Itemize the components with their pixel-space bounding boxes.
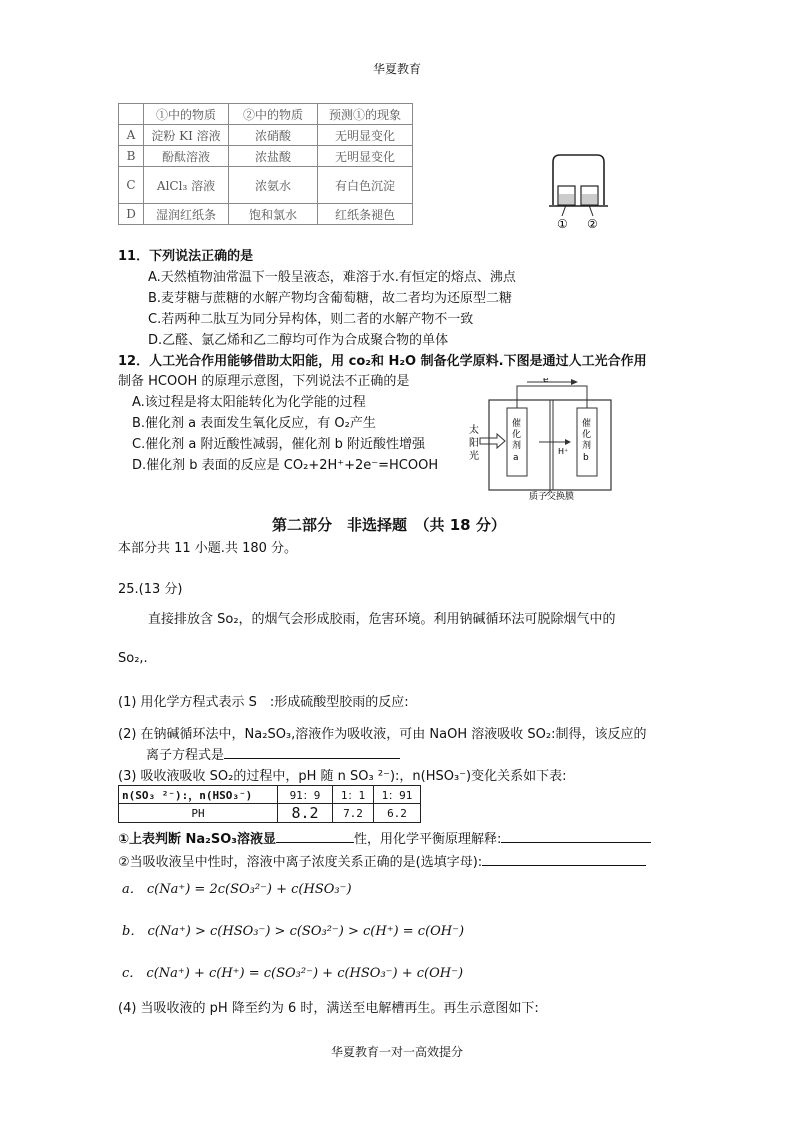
table-header-row bbox=[119, 104, 413, 125]
beaker-label-2: ② bbox=[587, 217, 598, 231]
q25-option-c: c． c(Na⁺) + c(H⁺) = c(SO₃²⁻) + c(HSO₃⁻) + c(OH⁻) bbox=[122, 966, 464, 981]
q25-part4: (4) 当吸收液的 pH 降至约为 6 时，满送至电解槽再生。再生示意图如下: bbox=[118, 1001, 539, 1016]
table-row bbox=[119, 146, 413, 167]
q12-option-a: A.该过程是将太阳能转化为化学能的过程 bbox=[132, 395, 366, 410]
table-row bbox=[119, 167, 413, 204]
table-cell: 预测①的现象 bbox=[318, 104, 413, 125]
table-row bbox=[119, 804, 421, 823]
q11-option-a: A.天然植物油常温下一般呈液态，难溶于水.有恒定的熔点、沸点 bbox=[148, 270, 516, 285]
q25-part2-label: 离子方程式是 bbox=[146, 748, 225, 763]
answer-blank[interactable] bbox=[224, 744, 400, 759]
q25-sub2 bbox=[118, 851, 646, 870]
q25-text-line2: So₂,. bbox=[118, 651, 148, 666]
table-cell: D bbox=[119, 204, 144, 225]
table-cell: 湿润红纸条 bbox=[144, 204, 229, 225]
q12-option-b: B.催化剂 a 表面发生氧化反应，有 O₂产生 bbox=[132, 416, 376, 431]
q11-option-b: B.麦芽糖与蔗糖的水解产物均含葡萄糖，故二者均为还原型二糖 bbox=[148, 291, 513, 306]
answer-blank[interactable] bbox=[482, 851, 646, 866]
q11-stem: 11．下列说法正确的是 bbox=[118, 249, 254, 264]
table-cell: 91：9 bbox=[278, 786, 333, 804]
table-cell: 8.2 bbox=[278, 804, 333, 823]
q25-sub1 bbox=[118, 828, 651, 847]
beaker-label-1: ① bbox=[557, 217, 568, 231]
table-cell: 酚酞溶液 bbox=[144, 146, 229, 167]
table-cell: 1：91 bbox=[374, 786, 421, 804]
q12-option-d: D.催化剂 b 表面的反应是 CO₂+2H⁺+2e⁻=HCOOH bbox=[132, 458, 439, 473]
table-row bbox=[119, 786, 421, 804]
table-cell: 浓氨水 bbox=[229, 167, 318, 204]
table-cell: 有白色沉淀 bbox=[318, 167, 413, 204]
table-cell: B bbox=[119, 146, 144, 167]
q25-option-a: a． c(Na⁺) = 2c(SO₃²⁻) + c(HSO₃⁻) bbox=[122, 882, 352, 897]
q11-option-d: D.乙醛、氯乙烯和乙二醇均可作为合成聚合物的单体 bbox=[148, 333, 449, 348]
catalyst-b-char: 剂 bbox=[582, 441, 592, 451]
ph-ratio-table bbox=[118, 785, 421, 823]
table-cell: C bbox=[119, 167, 144, 204]
q25-part3: (3) 吸收液吸收 SO₂的过程中，pH 随 n SO₃ ²⁻):，n(HSO₃⁻)变化关系如下表: bbox=[118, 769, 567, 784]
table-row bbox=[119, 125, 413, 146]
q11-option-c: C.若两种二肽互为同分异构体，则二者的水解产物不一致 bbox=[148, 312, 474, 327]
table-cell: 红纸条褪色 bbox=[318, 204, 413, 225]
part2-intro: 本部分共 11 小题.共 180 分。 bbox=[118, 541, 298, 556]
table-cell: 1：1 bbox=[333, 786, 374, 804]
q12-stem-line2: 制备 HCOOH 的原理示意图，下列说法不正确的是 bbox=[118, 374, 410, 389]
table-cell: A bbox=[119, 125, 144, 146]
q25-option-b: b． c(Na⁺) > c(HSO₃⁻) > c(SO₃²⁻) > c(H⁺) = c(OH⁻) bbox=[122, 924, 465, 939]
catalyst-b-char: 化 bbox=[582, 430, 592, 440]
catalyst-b-char: b bbox=[583, 453, 589, 463]
table-cell: 无明显变化 bbox=[318, 146, 413, 167]
reagent-table bbox=[118, 103, 413, 225]
answer-blank[interactable] bbox=[501, 828, 651, 843]
table-cell: 饱和氯水 bbox=[229, 204, 318, 225]
q25-sub1-part-b: 性，用化学平衡原理解释: bbox=[354, 832, 502, 847]
q25-sub1-part-a: ①上表判断 Na₂SO₃溶液显 bbox=[118, 832, 276, 847]
sunlight-label-3: 光 bbox=[469, 451, 479, 462]
table-cell: 淀粉 KI 溶液 bbox=[144, 125, 229, 146]
q25-part2-line1: (2) 在钠碱循环法中，Na₂SO₃,溶液作为吸收液，可由 NaOH 溶液吸收 SO₂:制得，该反应的 bbox=[118, 727, 647, 742]
q25-text-line1: 直接排放含 So₂，的烟气会形成胶雨，危害环境。利用钠碱循环法可脱除烟气中的 bbox=[148, 612, 616, 627]
table-cell: 浓盐酸 bbox=[229, 146, 318, 167]
catalyst-a-char: 化 bbox=[512, 430, 522, 440]
q25-part1: (1) 用化学方程式表示 S :形成硫酸型胶雨的反应: bbox=[118, 695, 409, 710]
q25-sub2-label: ②当吸收液呈中性时，溶液中离子浓度关系正确的是(选填字母): bbox=[118, 855, 483, 870]
membrane-label: 质子交换膜 bbox=[529, 492, 575, 500]
q12-option-c: C.催化剂 a 附近酸性减弱，催化剂 b 附近酸性增强 bbox=[132, 437, 425, 452]
page-header: 华夏教育 bbox=[372, 62, 421, 76]
table-cell: AlCl₃ 溶液 bbox=[144, 167, 229, 204]
table-cell: 无明显变化 bbox=[318, 125, 413, 146]
sunlight-label-2: 阳 bbox=[469, 438, 479, 449]
electron-label: e⁻ bbox=[543, 378, 554, 385]
table-cell: 浓硝酸 bbox=[229, 125, 318, 146]
table-cell: 7.2 bbox=[333, 804, 374, 823]
answer-blank[interactable] bbox=[276, 828, 354, 843]
q12-stem-line1: 12．人工光合作用能够借助太阳能，用 co₂和 H₂O 制备化学原料.下图是通过人工光合作用 bbox=[118, 354, 647, 369]
bell-jar-apparatus bbox=[545, 150, 615, 235]
q25-heading: 25.(13 分) bbox=[118, 582, 183, 597]
table-cell: ①中的物质 bbox=[144, 104, 229, 125]
part2-title: 第二部分 非选择题 （共 18 分） bbox=[272, 516, 506, 534]
q25-part2-line2 bbox=[146, 744, 400, 763]
proton-label: H⁺ bbox=[558, 447, 569, 456]
table-cell bbox=[119, 104, 144, 125]
table-cell: ②中的物质 bbox=[229, 104, 318, 125]
table-cell: n(SO₃ ²⁻):，n(HSO₃⁻) bbox=[119, 786, 278, 804]
catalyst-a-char: 剂 bbox=[512, 441, 522, 451]
table-cell: PH bbox=[119, 804, 278, 823]
table-cell: 6.2 bbox=[374, 804, 421, 823]
catalyst-a-char: 催 bbox=[512, 419, 522, 429]
page-footer: 华夏教育一对一高效提分 bbox=[330, 1045, 463, 1059]
table-row bbox=[119, 204, 413, 225]
catalyst-a-char: a bbox=[513, 453, 519, 463]
catalyst-b-char: 催 bbox=[582, 419, 592, 429]
photosynthesis-cell-diagram bbox=[465, 378, 630, 500]
sunlight-label-1: 太 bbox=[469, 425, 479, 436]
